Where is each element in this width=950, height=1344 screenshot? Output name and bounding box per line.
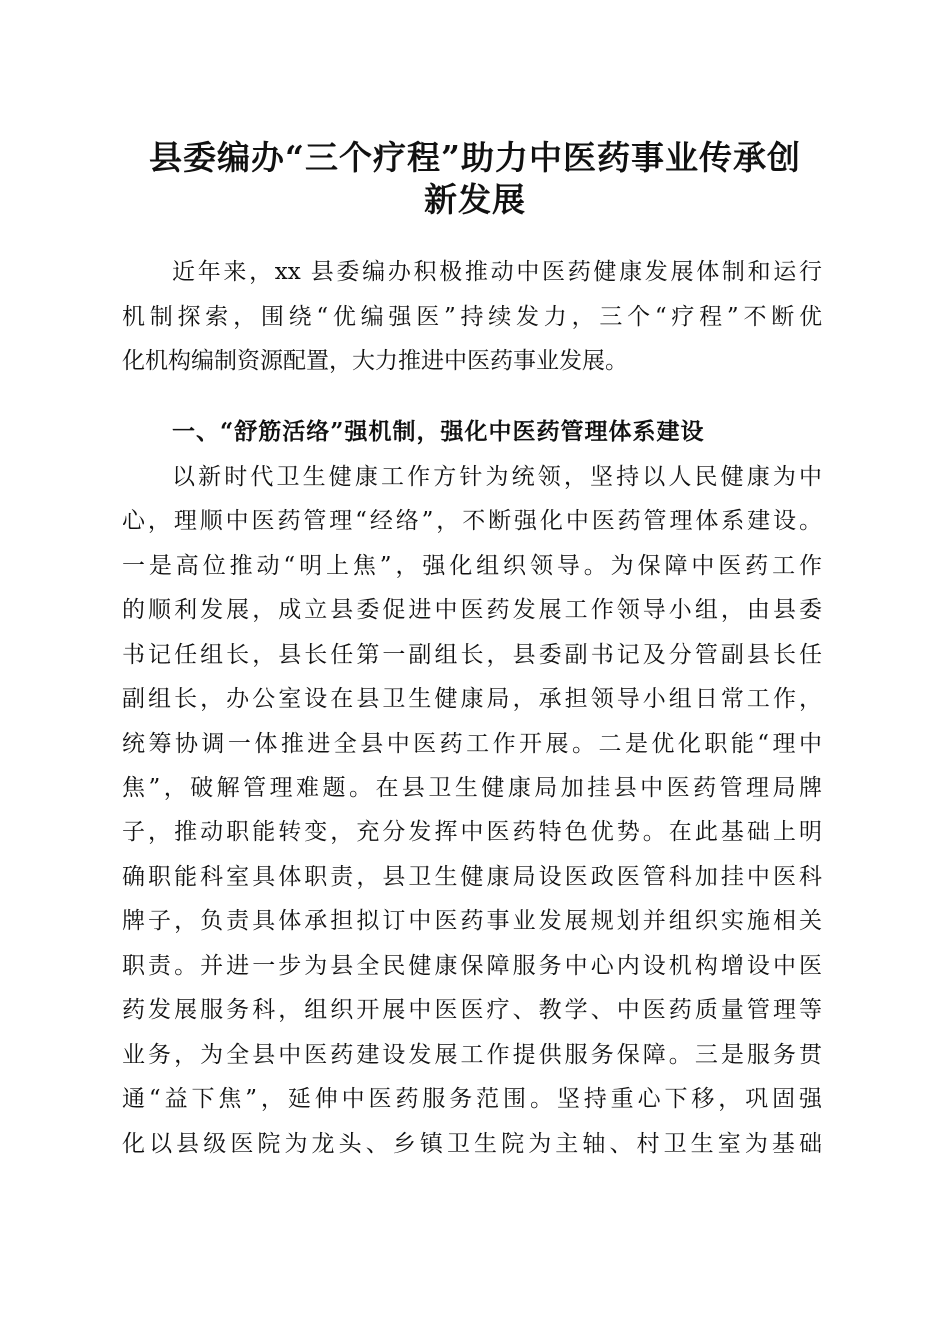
body-line: 书记任组长，县长任第一副组长，县委副书记及分管副县长任 xyxy=(122,642,822,668)
body-line: 药发展服务科，组织开展中医医疗、教学、中医药质量管理等 xyxy=(122,997,822,1023)
body-line: 副组长，办公室设在县卫生健康局，承担领导小组日常工作， xyxy=(122,686,822,712)
body-line: 统筹协调一体推进全县中医药工作开展。二是优化职能“理中 xyxy=(122,731,822,757)
intro-line: 机制探索，围绕“优编强医”持续发力，三个“疗程”不断优 xyxy=(122,304,822,330)
body-line: 焦”，破解管理难题。在县卫生健康局加挂县中医药管理局牌 xyxy=(122,775,822,801)
document-title-line-1: 县委编办“三个疗程”助力中医药事业传承创 xyxy=(149,138,801,177)
body-line: 一是高位推动“明上焦”，强化组织领导。为保障中医药工作 xyxy=(122,553,822,579)
body-line: 心，理顺中医药管理“经络”，不断强化中医药管理体系建设。 xyxy=(122,508,822,534)
body-line: 业务，为全县中医药建设发展工作提供服务保障。三是服务贯 xyxy=(122,1042,822,1068)
document-title-line-2: 新发展 xyxy=(424,180,526,219)
body-line: 子，推动职能转变，充分发挥中医药特色优势。在此基础上明 xyxy=(122,819,822,845)
intro-line: 近年来，xx 县委编办积极推动中医药健康发展体制和运行 xyxy=(172,259,822,285)
intro-line: 化机构编制资源配置，大力推进中医药事业发展。 xyxy=(122,348,628,374)
section-heading: 一、“舒筋活络”强机制，强化中医药管理体系建设 xyxy=(172,418,705,445)
body-line: 职责。并进一步为县全民健康保障服务中心内设机构增设中医 xyxy=(122,953,822,979)
body-line: 的顺利发展，成立县委促进中医药发展工作领导小组，由县委 xyxy=(122,597,822,623)
body-line: 牌子，负责具体承担拟订中医药事业发展规划并组织实施相关 xyxy=(122,908,822,934)
body-line: 确职能科室具体职责，县卫生健康局设医政医管科加挂中医科 xyxy=(122,864,822,890)
body-line: 通“益下焦”，延伸中医药服务范围。坚持重心下移，巩固强 xyxy=(122,1086,822,1112)
body-line: 以新时代卫生健康工作方针为统领，坚持以人民健康为中 xyxy=(172,464,822,490)
body-line: 化以县级医院为龙头、乡镇卫生院为主轴、村卫生室为基础 xyxy=(122,1131,822,1157)
